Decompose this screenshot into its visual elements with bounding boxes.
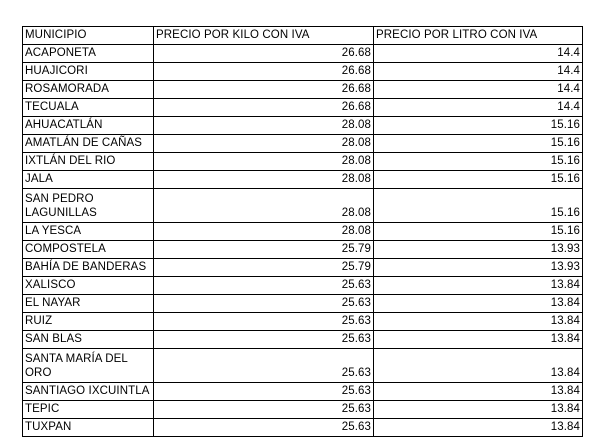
cell-precio-kilo: 25.63 (154, 313, 374, 331)
cell-precio-kilo: 26.68 (154, 99, 374, 117)
table-row (23, 383, 583, 401)
table-header-row (23, 27, 583, 45)
cell-precio-kilo: 25.79 (154, 259, 374, 277)
cell-municipio: HUAJICORI (23, 63, 154, 81)
cell-municipio: AMATLÁN DE CAÑAS (23, 135, 154, 153)
cell-precio-kilo: 26.68 (154, 63, 374, 81)
cell-municipio: SAN PEDRO LAGUNILLAS (23, 189, 154, 223)
header-precio-kilo: PRECIO POR KILO CON IVA (154, 27, 374, 45)
table-row (23, 331, 583, 349)
cell-precio-kilo: 25.63 (154, 401, 374, 419)
table-row (23, 99, 583, 117)
cell-precio-litro: 15.16 (374, 117, 583, 135)
cell-municipio: COMPOSTELA (23, 241, 154, 259)
cell-precio-kilo: 25.63 (154, 383, 374, 401)
cell-precio-litro: 13.84 (374, 295, 583, 313)
cell-precio-litro: 13.84 (374, 419, 583, 437)
cell-municipio: EL NAYAR (23, 295, 154, 313)
table-row (23, 117, 583, 135)
table-row (23, 241, 583, 259)
cell-municipio: SANTIAGO IXCUINTLA (23, 383, 154, 401)
table-row (23, 63, 583, 81)
cell-precio-litro: 14.4 (374, 63, 583, 81)
cell-municipio: TEPIC (23, 401, 154, 419)
cell-precio-kilo: 28.08 (154, 117, 374, 135)
cell-precio-kilo: 28.08 (154, 223, 374, 241)
cell-precio-kilo: 28.08 (154, 135, 374, 153)
table-row (23, 313, 583, 331)
cell-precio-kilo: 28.08 (154, 171, 374, 189)
cell-municipio: SAN BLAS (23, 331, 154, 349)
table-row (23, 189, 583, 223)
cell-precio-kilo: 25.63 (154, 419, 374, 437)
table-row (23, 135, 583, 153)
cell-municipio: TECUALA (23, 99, 154, 117)
cell-precio-kilo: 26.68 (154, 45, 374, 63)
price-table (22, 26, 583, 437)
cell-precio-litro: 13.84 (374, 401, 583, 419)
cell-precio-kilo: 25.63 (154, 295, 374, 313)
cell-precio-litro: 15.16 (374, 135, 583, 153)
cell-precio-litro: 13.84 (374, 349, 583, 383)
cell-precio-litro: 13.93 (374, 259, 583, 277)
cell-precio-kilo: 25.63 (154, 277, 374, 295)
table-row (23, 81, 583, 99)
cell-municipio: TUXPAN (23, 419, 154, 437)
cell-municipio: JALA (23, 171, 154, 189)
table-row (23, 401, 583, 419)
table-row (23, 295, 583, 313)
cell-precio-litro: 15.16 (374, 171, 583, 189)
cell-precio-litro: 14.4 (374, 45, 583, 63)
cell-precio-kilo: 25.63 (154, 331, 374, 349)
cell-precio-litro: 15.16 (374, 153, 583, 171)
table-row (23, 419, 583, 437)
cell-precio-litro: 13.84 (374, 277, 583, 295)
cell-municipio: ROSAMORADA (23, 81, 154, 99)
cell-precio-litro: 14.4 (374, 99, 583, 117)
cell-municipio: IXTLÁN DEL RIO (23, 153, 154, 171)
cell-precio-kilo: 25.79 (154, 241, 374, 259)
cell-precio-kilo: 28.08 (154, 189, 374, 223)
cell-precio-litro: 13.84 (374, 383, 583, 401)
cell-municipio: ACAPONETA (23, 45, 154, 63)
table-row (23, 349, 583, 383)
cell-precio-litro: 13.93 (374, 241, 583, 259)
table-row (23, 259, 583, 277)
cell-municipio: LA YESCA (23, 223, 154, 241)
cell-precio-litro: 15.16 (374, 223, 583, 241)
cell-municipio: AHUACATLÁN (23, 117, 154, 135)
cell-municipio: SANTA MARÍA DEL ORO (23, 349, 154, 383)
cell-municipio: XALISCO (23, 277, 154, 295)
table-row (23, 171, 583, 189)
table-row (23, 223, 583, 241)
cell-municipio: RUIZ (23, 313, 154, 331)
cell-precio-litro: 13.84 (374, 331, 583, 349)
table-body (23, 45, 583, 437)
cell-precio-kilo: 26.68 (154, 81, 374, 99)
header-precio-litro: PRECIO POR LITRO CON IVA (374, 27, 583, 45)
header-municipio: MUNICIPIO (23, 27, 154, 45)
table-row (23, 45, 583, 63)
cell-precio-litro: 14.4 (374, 81, 583, 99)
cell-precio-kilo: 25.63 (154, 349, 374, 383)
cell-precio-litro: 13.84 (374, 313, 583, 331)
cell-precio-kilo: 28.08 (154, 153, 374, 171)
table-row (23, 277, 583, 295)
cell-municipio: BAHÍA DE BANDERAS (23, 259, 154, 277)
cell-precio-litro: 15.16 (374, 189, 583, 223)
table-row (23, 153, 583, 171)
